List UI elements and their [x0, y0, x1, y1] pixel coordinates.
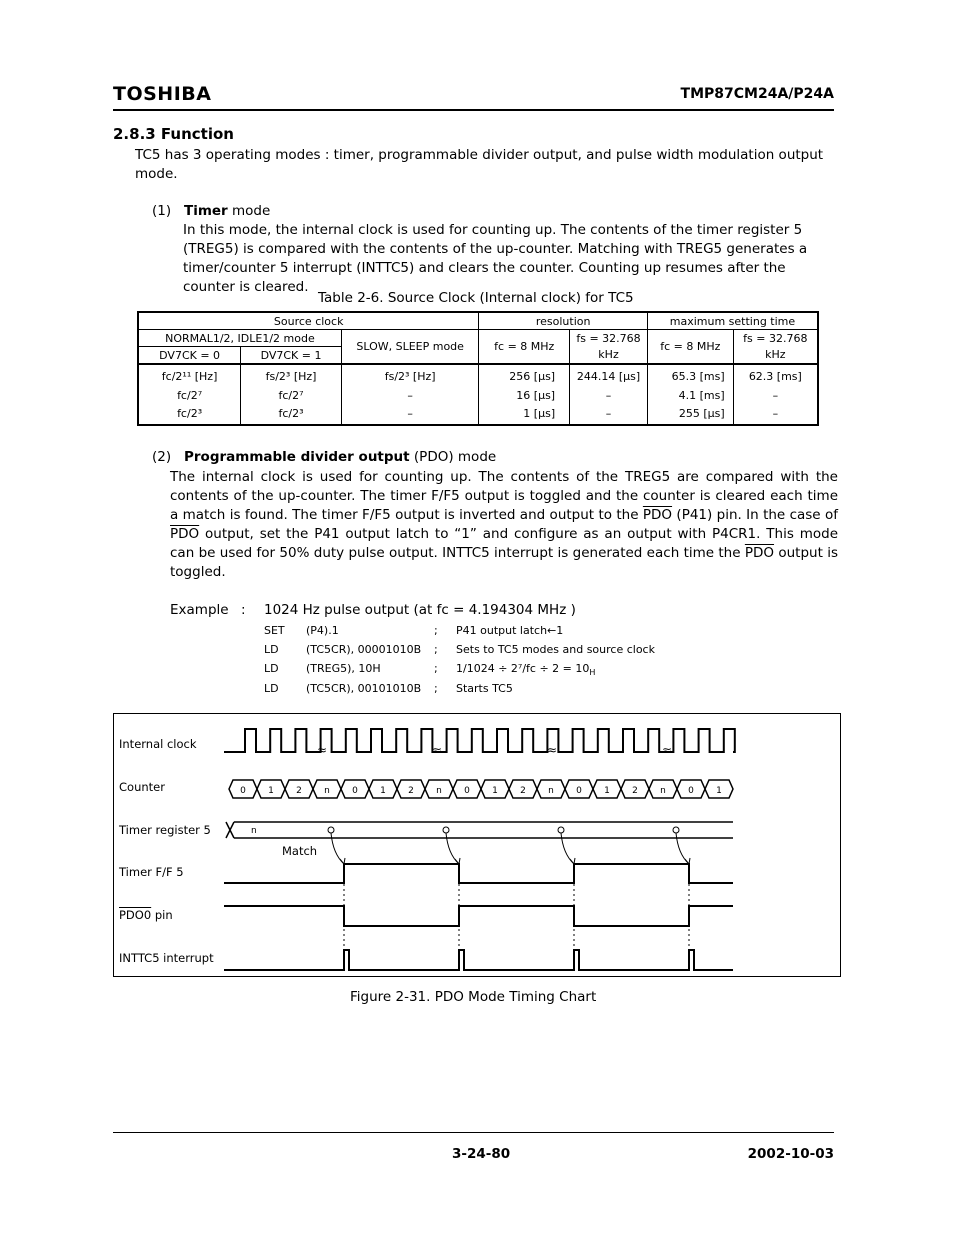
counter-value: 0 [352, 786, 358, 796]
section-title: 2.8.3 Function [113, 125, 234, 143]
match-label: Match [282, 844, 318, 858]
code-sep: ; [434, 682, 438, 695]
match-point [443, 827, 449, 833]
th-res-khz: kHz [570, 347, 648, 365]
label-timer-register: Timer register 5 [119, 823, 211, 837]
inttc5-wave [224, 950, 733, 970]
counter-value: 1 [492, 786, 498, 796]
counter-value: 2 [408, 786, 414, 796]
th-dv1: DV7CK = 1 [241, 347, 342, 365]
timer-mode-text: In this mode, the internal clock is used for counting up. The contents of the timer register 5 (TREG5) is compared with the contents of the up-counter. Matching with TREG5 generates a timer/counter 5 interrupt (INTTC5) and clears the counter. Counting up resumes after the counter is cleared. [183, 222, 808, 295]
label-internal-clock: Internal clock [119, 737, 197, 751]
counter-value: n [660, 786, 666, 796]
break-mark: ≈ [317, 743, 328, 757]
item-suffix: (PDO) mode [409, 449, 497, 465]
counter-value: 0 [240, 786, 246, 796]
timer-ff-wave [224, 864, 733, 883]
break-mark: ≈ [662, 743, 673, 757]
match-point [558, 827, 564, 833]
timing-chart [113, 713, 841, 977]
table-cell: 65.3 [ms] 4.1 [ms] 255 [μs] [647, 364, 733, 425]
counter-value: 2 [296, 786, 302, 796]
header-rule [113, 109, 834, 111]
item-name: Programmable divider output [184, 449, 410, 465]
th-slow-mode: SLOW, SLEEP mode [341, 330, 479, 365]
item-number: (2) [152, 449, 172, 465]
section-intro: TC5 has 3 operating modes : timer, programmable divider output, and pulse width modulation output mode. [135, 147, 824, 182]
item-number: (1) [152, 203, 172, 219]
table-cell: 256 [μs] 16 [μs] 1 [μs] [479, 364, 570, 425]
counter-value: n [548, 786, 554, 796]
th-resolution: resolution [479, 312, 648, 330]
counter-value: 1 [716, 786, 722, 796]
counter-value: 2 [520, 786, 526, 796]
example-colon: : [241, 602, 246, 618]
code-arg: (TC5CR), 00001010B [306, 643, 422, 656]
brand-logo: TOSHIBA [113, 83, 212, 105]
code-sep: ; [434, 643, 438, 656]
example-title: 1024 Hz pulse output (at fc = 4.194304 MHz ) [264, 602, 576, 618]
pdo-pin-wave [224, 906, 733, 926]
counter-value: 2 [632, 786, 638, 796]
th-normal-mode: NORMAL1/2, IDLE1/2 mode [138, 330, 341, 347]
counter-value: n [436, 786, 442, 796]
code-op: LD [264, 682, 279, 695]
th-dv0: DV7CK = 0 [138, 347, 241, 365]
source-clock-table [137, 311, 819, 426]
counter-value: 0 [576, 786, 582, 796]
table-caption: Table 2-6. Source Clock (Internal clock) for TC5 [318, 290, 634, 306]
figure-caption: Figure 2-31. PDO Mode Timing Chart [350, 989, 597, 1005]
internal-clock-wave [224, 729, 735, 752]
table-cell: 62.3 [ms] – – [733, 364, 818, 425]
label-timer-ff: Timer F/F 5 [119, 865, 184, 879]
code-arg: (TREG5), 10H [306, 662, 381, 675]
timer-register-value: n [251, 826, 257, 836]
code-comment: Sets to TC5 modes and source clock [456, 643, 655, 656]
match-point [328, 827, 334, 833]
part-number: TMP87CM24A/P24A [680, 86, 834, 102]
document-date: 2002-10-03 [747, 1146, 834, 1162]
code-sep: ; [434, 624, 438, 637]
th-res-fc: fc = 8 MHz [479, 330, 570, 365]
label-pdo-pin: PDO0 pin [119, 908, 173, 922]
th-max-time: maximum setting time [647, 312, 818, 330]
code-comment: $1/1024 \div 2^7/fc \div 2 = 10_H$ [456, 662, 596, 678]
counter-value: 1 [380, 786, 386, 796]
item-suffix: mode [227, 203, 271, 219]
th-max-fc: fc = 8 MHz [647, 330, 733, 365]
break-mark: ≈ [432, 743, 443, 757]
counter-value: 0 [688, 786, 694, 796]
timer-mode-heading [152, 203, 270, 219]
example-label: Example [170, 602, 229, 618]
counter-value: 0 [464, 786, 470, 796]
page-number: 3-24-80 [452, 1146, 511, 1162]
match-point [673, 827, 679, 833]
counter-value: 1 [268, 786, 274, 796]
item-name: Timer [184, 203, 228, 219]
counter-value: 1 [604, 786, 610, 796]
break-mark: ≈ [547, 743, 558, 757]
table-cell: fc/2¹¹ [Hz] fc/2⁷ fc/2³ [138, 364, 241, 425]
timer-register-bus [226, 822, 733, 838]
th-source-clock: Source clock [138, 312, 479, 330]
code-op: LD [264, 643, 279, 656]
table-cell: fs/2³ [Hz] fc/2⁷ fc/2³ [241, 364, 342, 425]
label-counter: Counter [119, 780, 165, 794]
code-op: LD [264, 662, 279, 675]
th-max-fs: fs = 32.768 [733, 330, 818, 347]
code-arg: (TC5CR), 00101010B [306, 682, 422, 695]
th-max-khz: kHz [733, 347, 818, 365]
code-comment: Starts TC5 [456, 682, 513, 695]
pdo-mode-text: The internal clock is used for counting up. The contents of the TREG5 are compared with the contents of the up-counter. The timer F/F5 output is toggled and the counter is cleared each time a match is found. The timer F/F5 output is inverted and output to the $\overline{PDO}$ (P41) pin. In the case of $\overline{PDO}$ output, set the P41 output latch to “1” and configure as an output with P4CR1. This mode can be used for 50% duty pulse output. INTTC5 interrupt is generated each time the $\overline{PDO}$ output is toggled. [170, 469, 838, 580]
code-sep: ; [434, 662, 438, 675]
code-op: SET [264, 624, 285, 637]
code-arg: (P4).1 [306, 624, 339, 637]
table-cell: fs/2³ [Hz] – – [341, 364, 479, 425]
code-comment: P41 output latch←1 [456, 624, 564, 637]
pdo-mode-heading [152, 449, 496, 465]
table-cell: 244.14 [μs] – – [570, 364, 648, 425]
counter-value: n [324, 786, 330, 796]
footer-rule [113, 1132, 834, 1133]
th-res-fs: fs = 32.768 [570, 330, 648, 347]
timing-waveforms [114, 714, 840, 976]
label-inttc5: INTTC5 interrupt [119, 951, 214, 965]
